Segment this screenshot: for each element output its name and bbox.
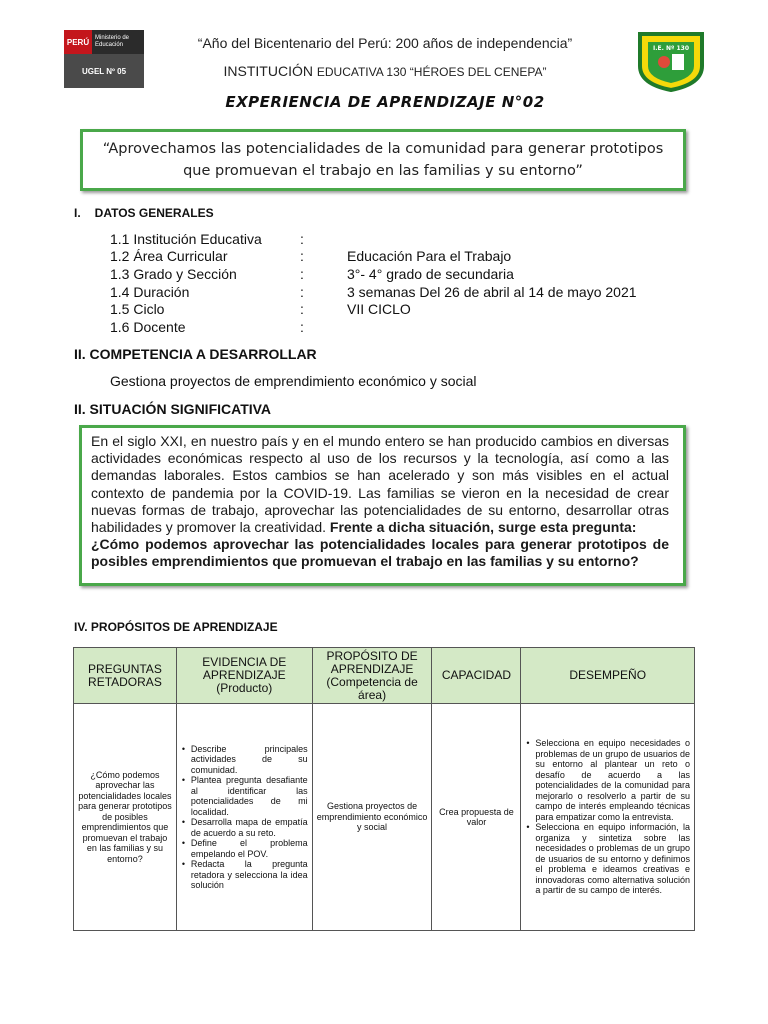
peru-flag-label: PERÚ [64, 30, 92, 54]
list-item: • Redacta la pregunta retadora y selecciona la idea solución [181, 859, 308, 891]
column-header: EVIDENCIA DE APRENDIZAJE (Producto) [176, 648, 312, 704]
situacion-body: En el siglo XXI, en nuestro país y en el mundo entero se han producido cambios en diversas actividades económicas respecto al uso de los recursos y la tecnología, así como a las demandas laborales. Estos cambios se han acelerado y son más visibles en el actual contexto de pandemia por la COVID-19. Las familias se vieron en la necesidad de crear nuevas formas de trabajo, aprovechar las potencialidades de su entorno, desarrollar otras habilidades y promover la creatividad. [91, 433, 669, 536]
competencia-heading: II. COMPETENCIA A DESARROLLAR [74, 346, 317, 362]
institution-name [150, 63, 620, 79]
propositos-heading: IV. PROPÓSITOS DE APRENDIZAJE [74, 620, 278, 634]
datos-heading-num: I. [74, 206, 81, 220]
list-item: • Describe principales actividades de su comunidad. [181, 744, 308, 776]
motto: “Año del Bicentenario del Perú: 200 años de independencia” [197, 35, 573, 51]
situacion-question: ¿Cómo podemos aprovechar las potencialidades locales para generar prototipos de posibles emprendimientos que promuevan el trabajo en las familias y su entorno? [91, 536, 669, 570]
capacidad-cell: Crea propuesta de valor [432, 704, 521, 931]
title-quote-box [80, 129, 686, 191]
school-crest-icon [634, 30, 708, 92]
crest-text: I.E. Nº 130 [653, 45, 689, 52]
column-header: CAPACIDAD [432, 648, 521, 704]
list-item: • Selecciona en equipo necesidades o problemas de un grupo de usuarios de su entorno al plantear un reto o desafío de acuerdo a las potencialidades de la comunidad para mejorarlo o resolverlo a partir de su campo de interés empleando técnicas para empatizar como la entrevista. [525, 738, 690, 822]
competencia-text: Gestiona proyectos de emprendimiento económico y social [110, 373, 477, 389]
propositos-table [73, 647, 695, 931]
proposito-cell: Gestiona proyectos de emprendimiento económico y social [312, 704, 432, 931]
ministry-label: Ministerio de Educación [92, 30, 144, 54]
column-header: DESEMPEÑO [521, 648, 695, 704]
situacion-bold-lead: Frente a dicha situación, surge esta pregunta: [329, 519, 637, 536]
title-quote: “Aprovechamos las potencialidades de la comunidad para generar prototipos que promuevan el trabajo en las familias y su entorno” [102, 141, 664, 179]
page-title: EXPERIENCIA DE APRENDIZAJE N°02 [225, 93, 545, 111]
list-item: • Define el problema empelando el POV. [181, 838, 308, 859]
ugel-label: UGEL Nº 05 [64, 54, 144, 88]
institution-prefix: INSTITUCIÓN [223, 63, 313, 79]
ministry-logo [64, 30, 144, 88]
institution-rest: EDUCATIVA 130 “HÉROES DEL CENEPA” [316, 65, 547, 79]
column-header: PREGUNTAS RETADORAS [74, 648, 177, 704]
evidencia-cell [176, 704, 312, 931]
list-item: • Selecciona en equipo información, la organiza y sintetiza sobre las necesidades o problemas de un grupo de usuarios de su entorno y definimos el problema e ideamos creativas e innovadoras como alternativa solución a partir de su campo de interés. [525, 822, 690, 896]
pregunta-cell: ¿Cómo podemos aprovechar las potencialidades locales para generar prototipos de posibles emprendimientos que promuevan el trabajo en las familias y su entorno? [74, 704, 177, 931]
datos-heading [74, 206, 214, 220]
datos-heading-text: DATOS GENERALES [94, 206, 214, 220]
column-header: PROPÓSITO DE APRENDIZAJE (Competencia de área) [312, 648, 432, 704]
list-item: • Plantea pregunta desafiante al identificar las potencialidades de mi localidad. [181, 775, 308, 817]
table-header-row [74, 648, 695, 704]
situacion-box [79, 425, 686, 586]
table-row [74, 704, 695, 931]
list-item: • Desarrolla mapa de empatía de acuerdo a su reto. [181, 817, 308, 838]
desempeno-cell [521, 704, 695, 931]
situacion-heading: II. SITUACIÓN SIGNIFICATIVA [74, 401, 272, 417]
